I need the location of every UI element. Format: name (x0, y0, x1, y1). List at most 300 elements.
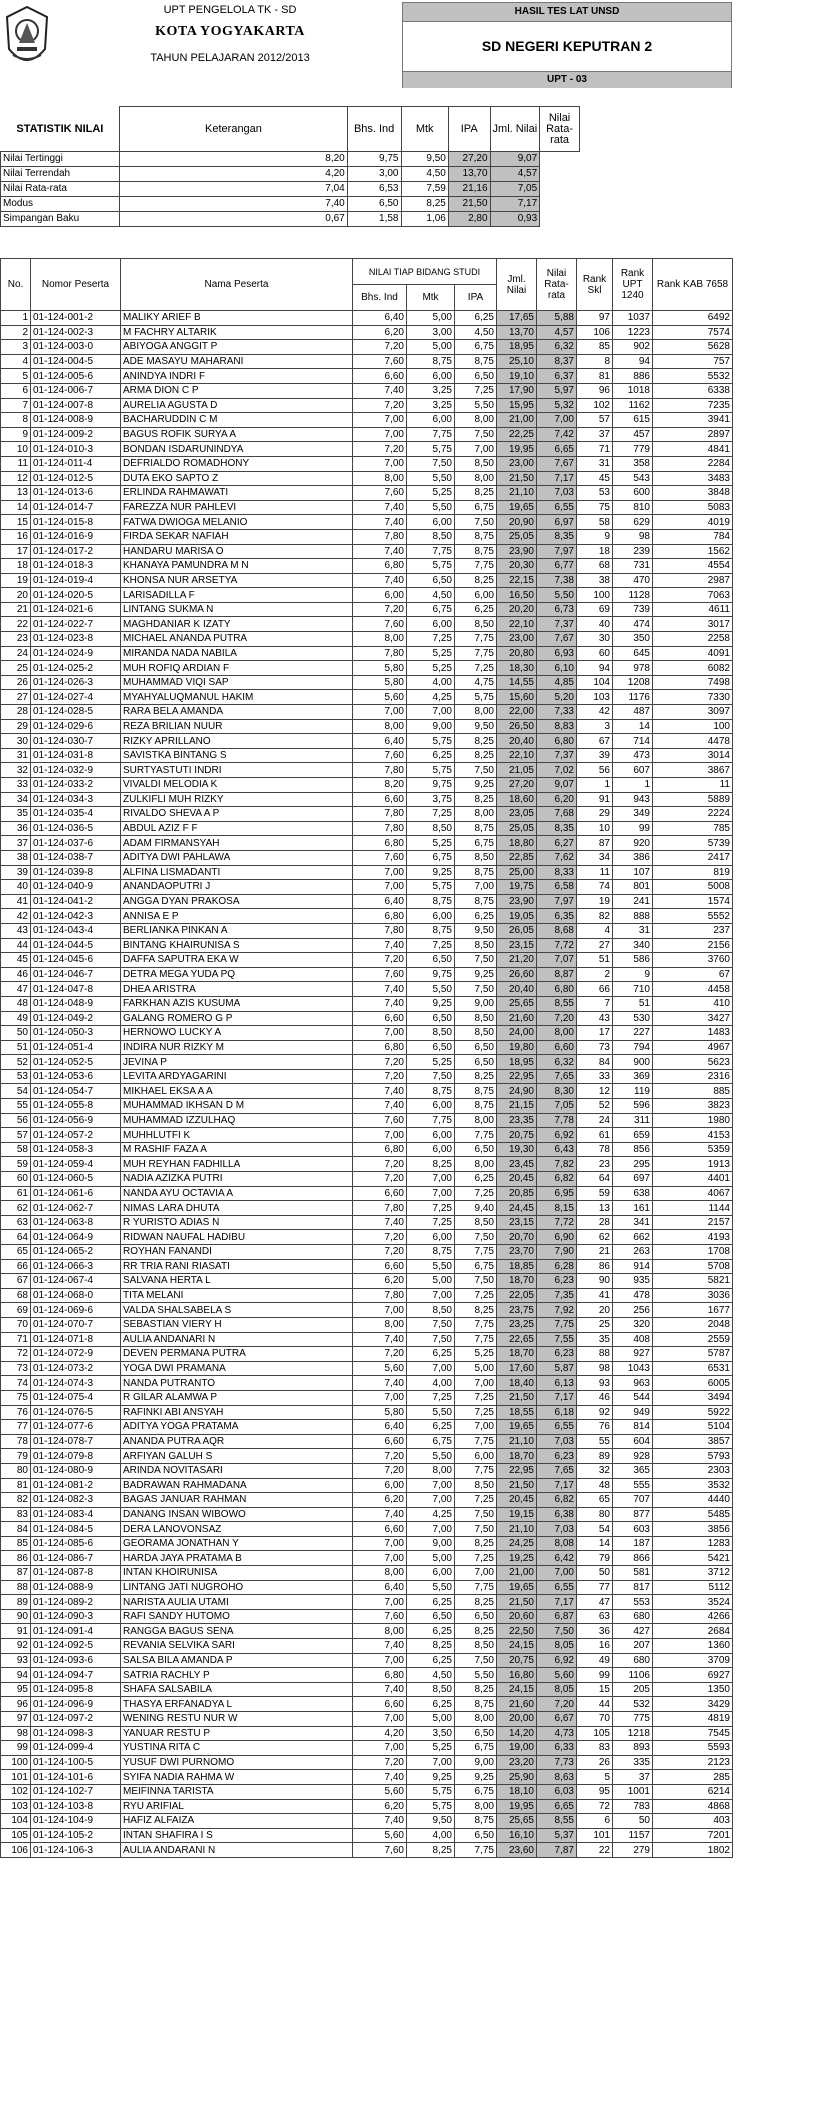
row-mtk: 8,75 (407, 1245, 455, 1260)
row-nama: KHONSA NUR ARSETYA (121, 573, 353, 588)
row-mtk: 5,75 (407, 1784, 455, 1799)
row-rank-upt: 888 (613, 909, 653, 924)
row-mtk: 9,50 (407, 1814, 455, 1829)
row-nomor: 01-124-095-8 (31, 1682, 121, 1697)
row-no: 10 (1, 442, 31, 457)
row-no: 14 (1, 500, 31, 515)
row-rata: 6,67 (537, 1712, 577, 1727)
row-rank-kab: 5359 (653, 1142, 733, 1157)
row-mtk: 6,50 (407, 573, 455, 588)
row-rank-skl: 8 (577, 354, 613, 369)
row-mtk: 5,00 (407, 311, 455, 326)
row-ipa: 8,50 (455, 1011, 497, 1026)
row-mtk: 7,00 (407, 1172, 455, 1187)
row-bhs: 5,60 (353, 1361, 407, 1376)
row-bhs: 8,20 (353, 778, 407, 793)
row-rank-skl: 12 (577, 1084, 613, 1099)
row-nama: ANNISA E P (121, 909, 353, 924)
row-no: 45 (1, 953, 31, 968)
row-mtk: 4,00 (407, 1828, 455, 1843)
row-bhs: 7,40 (353, 544, 407, 559)
row-rank-upt: 801 (613, 880, 653, 895)
table-row (1, 1405, 733, 1420)
row-bhs: 7,40 (353, 1770, 407, 1785)
row-ipa: 6,75 (455, 340, 497, 355)
row-rank-kab: 285 (653, 1770, 733, 1785)
row-ipa: 9,00 (455, 1755, 497, 1770)
row-rank-skl: 82 (577, 909, 613, 924)
row-rank-skl: 31 (577, 456, 613, 471)
row-rata: 7,03 (537, 1434, 577, 1449)
table-row (1, 1828, 733, 1843)
row-rank-skl: 86 (577, 1259, 613, 1274)
row-nomor: 01-124-033-2 (31, 778, 121, 793)
stats-row (1, 152, 732, 167)
row-nama: ARFIYAN GALUH S (121, 1449, 353, 1464)
row-jml: 21,00 (497, 413, 537, 428)
row-nomor: 01-124-104-9 (31, 1814, 121, 1829)
row-jml: 24,25 (497, 1536, 537, 1551)
row-jml: 18,70 (497, 1449, 537, 1464)
row-rata: 5,87 (537, 1361, 577, 1376)
row-no: 57 (1, 1128, 31, 1143)
row-mtk: 8,25 (407, 1639, 455, 1654)
row-bhs: 7,40 (353, 1814, 407, 1829)
row-rata: 7,35 (537, 1288, 577, 1303)
row-rata: 7,37 (537, 748, 577, 763)
row-no: 59 (1, 1157, 31, 1172)
row-ipa: 7,50 (455, 427, 497, 442)
table-row (1, 807, 733, 822)
row-rank-upt: 1162 (613, 398, 653, 413)
row-nama: RIZKY APRILLANO (121, 734, 353, 749)
row-nomor: 01-124-067-4 (31, 1274, 121, 1289)
row-rank-kab: 4868 (653, 1799, 733, 1814)
row-rank-kab: 2048 (653, 1317, 733, 1332)
row-rank-kab: 885 (653, 1084, 733, 1099)
row-ipa: 8,00 (455, 413, 497, 428)
row-bhs: 7,00 (353, 1390, 407, 1405)
table-row (1, 1040, 733, 1055)
row-mtk: 6,00 (407, 1566, 455, 1581)
row-rank-skl: 36 (577, 1624, 613, 1639)
row-ipa: 8,75 (455, 894, 497, 909)
row-nomor: 01-124-106-3 (31, 1843, 121, 1858)
table-row (1, 500, 733, 515)
row-rata: 6,23 (537, 1274, 577, 1289)
row-bhs: 6,20 (353, 325, 407, 340)
row-ipa: 8,75 (455, 1814, 497, 1829)
table-row (1, 1653, 733, 1668)
row-nama: SHAFA SALSABILA (121, 1682, 353, 1697)
statistics-label: STATISTIK NILAI (1, 107, 120, 152)
row-rank-kab: 2417 (653, 850, 733, 865)
row-rata: 7,33 (537, 705, 577, 720)
row-bhs: 7,40 (353, 383, 407, 398)
row-mtk: 6,25 (407, 1420, 455, 1435)
row-nomor: 01-124-035-4 (31, 807, 121, 822)
row-rank-kab: 2156 (653, 938, 733, 953)
row-rata: 7,78 (537, 1113, 577, 1128)
row-mtk: 7,00 (407, 1478, 455, 1493)
table-row (1, 1478, 733, 1493)
row-rank-upt: 638 (613, 1186, 653, 1201)
row-nomor: 01-124-103-8 (31, 1799, 121, 1814)
row-mtk: 7,50 (407, 456, 455, 471)
row-rank-kab: 4458 (653, 982, 733, 997)
row-rank-kab: 1802 (653, 1843, 733, 1858)
row-no: 50 (1, 1026, 31, 1041)
row-rank-skl: 14 (577, 1536, 613, 1551)
col-nilai-rata: Nilai Rata-rata (537, 259, 577, 311)
stats-cell: 7,17 (490, 197, 540, 212)
row-jml: 22,10 (497, 617, 537, 632)
row-rank-kab: 7330 (653, 690, 733, 705)
row-nama: M FACHRY ALTARIK (121, 325, 353, 340)
row-rank-kab: 4067 (653, 1186, 733, 1201)
row-nama: BERLIANKA PINKAN A (121, 923, 353, 938)
table-row (1, 1172, 733, 1187)
row-rank-kab: 5623 (653, 1055, 733, 1070)
table-row (1, 1317, 733, 1332)
row-rata: 6,65 (537, 442, 577, 457)
stats-header-rata: Nilai Rata-rata (540, 107, 580, 152)
row-rank-upt: 1208 (613, 675, 653, 690)
table-row (1, 1142, 733, 1157)
row-bhs: 7,80 (353, 923, 407, 938)
row-rank-skl: 88 (577, 1347, 613, 1362)
row-rata: 8,55 (537, 1814, 577, 1829)
row-jml: 20,00 (497, 1712, 537, 1727)
row-mtk: 8,00 (407, 1463, 455, 1478)
row-rank-kab: 4019 (653, 515, 733, 530)
row-nama: REVANIA SELVIKA SARI (121, 1639, 353, 1654)
row-mtk: 6,50 (407, 1011, 455, 1026)
row-nama: AULIA ANDARANI N (121, 1843, 353, 1858)
row-rank-skl: 47 (577, 1595, 613, 1610)
row-nama: ABDUL AZIZ F F (121, 821, 353, 836)
row-jml: 20,60 (497, 1609, 537, 1624)
row-rank-kab: 5532 (653, 369, 733, 384)
row-nama: ADITYA DWI PAHLAWA (121, 850, 353, 865)
row-rank-skl: 40 (577, 617, 613, 632)
table-row (1, 1682, 733, 1697)
row-jml: 18,30 (497, 661, 537, 676)
row-bhs: 5,80 (353, 675, 407, 690)
row-jml: 19,05 (497, 909, 537, 924)
row-ipa: 7,00 (455, 442, 497, 457)
table-row (1, 967, 733, 982)
row-no: 24 (1, 646, 31, 661)
row-mtk: 4,00 (407, 1376, 455, 1391)
row-nama: ADITYA YOGA PRATAMA (121, 1420, 353, 1435)
row-jml: 23,70 (497, 1245, 537, 1260)
row-rank-upt: 311 (613, 1113, 653, 1128)
row-nama: ANINDYA INDRI F (121, 369, 353, 384)
stats-row (1, 212, 732, 227)
row-rank-kab: 4193 (653, 1230, 733, 1245)
row-mtk: 5,25 (407, 486, 455, 501)
row-nomor: 01-124-048-9 (31, 996, 121, 1011)
row-ipa: 8,75 (455, 865, 497, 880)
row-nomor: 01-124-002-3 (31, 325, 121, 340)
row-jml: 22,50 (497, 1624, 537, 1639)
stats-cell: 13,70 (448, 167, 490, 182)
row-nama: HARDA JAYA PRATAMA B (121, 1551, 353, 1566)
row-rata: 8,15 (537, 1201, 577, 1216)
row-rank-skl: 22 (577, 1843, 613, 1858)
table-row (1, 646, 733, 661)
row-rata: 6,13 (537, 1376, 577, 1391)
row-nomor: 01-124-100-5 (31, 1755, 121, 1770)
row-rata: 7,68 (537, 807, 577, 822)
row-bhs: 6,60 (353, 1011, 407, 1026)
table-row (1, 311, 733, 326)
row-nama: ANGGA DYAN PRAKOSA (121, 894, 353, 909)
row-mtk: 8,50 (407, 821, 455, 836)
row-rank-upt: 263 (613, 1245, 653, 1260)
row-rank-kab: 2897 (653, 427, 733, 442)
row-bhs: 7,80 (353, 821, 407, 836)
row-bhs: 7,40 (353, 938, 407, 953)
row-rata: 6,92 (537, 1128, 577, 1143)
row-nama: DEFRIALDO ROMADHONY (121, 456, 353, 471)
row-rank-skl: 76 (577, 1420, 613, 1435)
row-ipa: 9,00 (455, 996, 497, 1011)
row-jml: 15,60 (497, 690, 537, 705)
row-bhs: 7,20 (353, 1055, 407, 1070)
table-row (1, 850, 733, 865)
row-rank-kab: 3524 (653, 1595, 733, 1610)
row-bhs: 7,20 (353, 953, 407, 968)
row-rata: 4,57 (537, 325, 577, 340)
row-rata: 8,33 (537, 865, 577, 880)
row-rata: 7,65 (537, 1069, 577, 1084)
row-jml: 24,15 (497, 1682, 537, 1697)
row-rank-skl: 99 (577, 1668, 613, 1683)
row-ipa: 6,50 (455, 1040, 497, 1055)
row-bhs: 4,20 (353, 1726, 407, 1741)
row-rank-skl: 66 (577, 982, 613, 997)
table-row (1, 792, 733, 807)
row-ipa: 8,75 (455, 529, 497, 544)
row-ipa: 6,75 (455, 1741, 497, 1756)
row-nama: TITA MELANI (121, 1288, 353, 1303)
row-rank-skl: 84 (577, 1055, 613, 1070)
row-bhs: 7,20 (353, 1347, 407, 1362)
row-mtk: 5,25 (407, 646, 455, 661)
row-rata: 5,88 (537, 311, 577, 326)
row-no: 2 (1, 325, 31, 340)
row-jml: 23,90 (497, 544, 537, 559)
row-jml: 22,95 (497, 1069, 537, 1084)
row-rank-kab: 67 (653, 967, 733, 982)
row-rank-kab: 3823 (653, 1099, 733, 1114)
row-nama: MIRANDA NADA NABILA (121, 646, 353, 661)
row-nama: R GILAR ALAMWA P (121, 1390, 353, 1405)
row-ipa: 8,25 (455, 1682, 497, 1697)
row-nomor: 01-124-040-9 (31, 880, 121, 895)
row-jml: 20,40 (497, 982, 537, 997)
row-mtk: 8,50 (407, 529, 455, 544)
row-rank-skl: 26 (577, 1755, 613, 1770)
row-no: 72 (1, 1347, 31, 1362)
table-row (1, 821, 733, 836)
row-rank-kab: 2284 (653, 456, 733, 471)
row-nomor: 01-124-071-8 (31, 1332, 121, 1347)
row-no: 104 (1, 1814, 31, 1829)
row-rank-upt: 532 (613, 1697, 653, 1712)
row-rank-upt: 37 (613, 1770, 653, 1785)
row-rank-kab: 4611 (653, 602, 733, 617)
row-rank-skl: 101 (577, 1828, 613, 1843)
row-jml: 16,80 (497, 1668, 537, 1683)
school-year: TAHUN PELAJARAN 2012/2013 (150, 52, 310, 64)
row-no: 62 (1, 1201, 31, 1216)
table-row (1, 1099, 733, 1114)
row-rank-upt: 920 (613, 836, 653, 851)
row-bhs: 7,60 (353, 1113, 407, 1128)
row-rank-upt: 1043 (613, 1361, 653, 1376)
row-no: 46 (1, 967, 31, 982)
row-jml: 20,80 (497, 646, 537, 661)
row-nama: INDIRA NUR RIZKY M (121, 1040, 353, 1055)
row-no: 68 (1, 1288, 31, 1303)
row-jml: 19,65 (497, 1580, 537, 1595)
row-rank-upt: 94 (613, 354, 653, 369)
row-bhs: 7,80 (353, 1201, 407, 1216)
row-rata: 7,55 (537, 1332, 577, 1347)
row-mtk: 6,25 (407, 1653, 455, 1668)
row-rank-kab: 6005 (653, 1376, 733, 1391)
row-nama: MUHAMMAD VIQI SAP (121, 675, 353, 690)
table-row (1, 938, 733, 953)
row-nomor: 01-124-090-3 (31, 1609, 121, 1624)
row-no: 56 (1, 1113, 31, 1128)
table-row (1, 1493, 733, 1508)
row-jml: 21,00 (497, 1566, 537, 1581)
row-no: 51 (1, 1040, 31, 1055)
table-row (1, 1157, 733, 1172)
city-name: KOTA YOGYAKARTA (155, 24, 305, 39)
row-rata: 8,00 (537, 1026, 577, 1041)
row-rata: 7,75 (537, 1317, 577, 1332)
row-rank-upt: 365 (613, 1463, 653, 1478)
table-row (1, 632, 733, 647)
row-ipa: 7,25 (455, 1390, 497, 1405)
row-rank-upt: 943 (613, 792, 653, 807)
row-rank-kab: 4266 (653, 1609, 733, 1624)
row-jml: 21,05 (497, 763, 537, 778)
row-ipa: 7,75 (455, 1317, 497, 1332)
row-nama: BONDAN ISDARUNINDYA (121, 442, 353, 457)
row-rata: 7,42 (537, 427, 577, 442)
row-rank-skl: 51 (577, 953, 613, 968)
table-row (1, 1463, 733, 1478)
table-row (1, 369, 733, 384)
row-no: 19 (1, 573, 31, 588)
row-nama: ARMA DION C P (121, 383, 353, 398)
row-mtk: 5,50 (407, 1580, 455, 1595)
row-rank-kab: 5421 (653, 1551, 733, 1566)
row-jml: 26,50 (497, 719, 537, 734)
row-ipa: 7,00 (455, 1566, 497, 1581)
row-no: 21 (1, 602, 31, 617)
stats-cell: 7,59 (401, 182, 448, 197)
row-mtk: 9,25 (407, 865, 455, 880)
row-ipa: 7,75 (455, 1332, 497, 1347)
table-row (1, 1420, 733, 1435)
row-ipa: 6,25 (455, 1172, 497, 1187)
row-rank-skl: 96 (577, 383, 613, 398)
row-ipa: 8,25 (455, 1303, 497, 1318)
row-bhs: 6,60 (353, 1434, 407, 1449)
row-rank-kab: 7201 (653, 1828, 733, 1843)
table-row (1, 1784, 733, 1799)
row-mtk: 5,25 (407, 836, 455, 851)
row-rank-upt: 470 (613, 573, 653, 588)
row-nomor: 01-124-088-9 (31, 1580, 121, 1595)
table-row (1, 1536, 733, 1551)
row-no: 41 (1, 894, 31, 909)
row-rank-kab: 3760 (653, 953, 733, 968)
row-bhs: 7,20 (353, 1069, 407, 1084)
row-jml: 23,35 (497, 1113, 537, 1128)
row-rank-kab: 2316 (653, 1069, 733, 1084)
row-nama: FIRDA SEKAR NAFIAH (121, 529, 353, 544)
row-rata: 7,67 (537, 456, 577, 471)
row-nomor: 01-124-020-5 (31, 588, 121, 603)
row-no: 80 (1, 1463, 31, 1478)
row-no: 103 (1, 1799, 31, 1814)
row-jml: 22,65 (497, 1332, 537, 1347)
row-rank-skl: 46 (577, 1390, 613, 1405)
row-ipa: 7,75 (455, 1245, 497, 1260)
table-row (1, 865, 733, 880)
row-ipa: 8,00 (455, 1113, 497, 1128)
row-rank-kab: 7063 (653, 588, 733, 603)
row-nomor: 01-124-008-9 (31, 413, 121, 428)
row-no: 15 (1, 515, 31, 530)
row-mtk: 6,50 (407, 1040, 455, 1055)
row-rank-skl: 37 (577, 427, 613, 442)
row-rank-upt: 1157 (613, 1828, 653, 1843)
row-mtk: 6,00 (407, 413, 455, 428)
row-nomor: 01-124-060-5 (31, 1172, 121, 1187)
row-bhs: 7,60 (353, 748, 407, 763)
table-row (1, 1551, 733, 1566)
row-mtk: 6,00 (407, 1142, 455, 1157)
row-rata: 6,38 (537, 1507, 577, 1522)
row-rank-upt: 596 (613, 1099, 653, 1114)
table-row (1, 1770, 733, 1785)
row-bhs: 7,40 (353, 515, 407, 530)
row-bhs: 7,20 (353, 398, 407, 413)
row-rank-kab: 3709 (653, 1653, 733, 1668)
row-no: 73 (1, 1361, 31, 1376)
row-ipa: 9,25 (455, 967, 497, 982)
row-rank-upt: 256 (613, 1303, 653, 1318)
row-rank-skl: 35 (577, 1332, 613, 1347)
row-mtk: 4,50 (407, 588, 455, 603)
row-bhs: 7,80 (353, 763, 407, 778)
col-ipa: IPA (455, 285, 497, 311)
row-rank-kab: 237 (653, 923, 733, 938)
row-ipa: 8,50 (455, 456, 497, 471)
row-mtk: 7,25 (407, 807, 455, 822)
row-bhs: 6,60 (353, 369, 407, 384)
row-ipa: 8,00 (455, 807, 497, 822)
